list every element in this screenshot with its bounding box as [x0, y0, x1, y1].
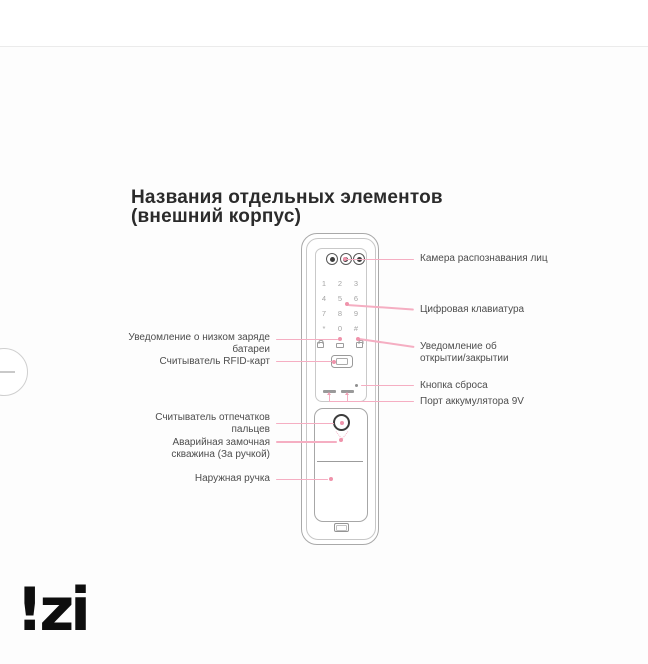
izi-logo: !zi	[16, 575, 87, 645]
lock-indicator-icon	[317, 342, 324, 348]
leader-dot-open-close	[356, 337, 360, 341]
reset-button	[355, 384, 358, 387]
keypad-key: *	[322, 324, 326, 333]
keypad-key: 1	[321, 279, 327, 288]
leader-dot-emergency-keyhole	[339, 438, 343, 442]
leader-dot-rfid	[332, 360, 336, 364]
low-battery-indicator-icon	[336, 343, 344, 348]
leader-line-low-battery	[276, 339, 338, 341]
leader-dot-low-battery	[338, 337, 342, 341]
keypad-key: 8	[337, 309, 343, 318]
label-rfid: Считыватель RFID-карт	[159, 356, 270, 367]
label-emergency-keyhole: Аварийная замочная скважина (За ручкой)	[171, 437, 270, 460]
keypad-key: 5	[337, 294, 343, 303]
keypad-key: #	[353, 324, 359, 333]
leader-line-camera	[345, 259, 414, 261]
keypad-key: 2	[337, 279, 343, 288]
leader-line-battery-port	[329, 401, 414, 403]
leader-line-fingerprint	[276, 423, 334, 425]
leader-line-handle	[276, 479, 328, 481]
leader-dot-camera	[343, 257, 347, 261]
open-close-indicator-icon	[356, 342, 363, 348]
leader-dot-keypad	[345, 302, 349, 306]
label-open-close: Уведомление об открытии/закрытии	[420, 341, 509, 364]
left-arrow-icon	[0, 371, 15, 373]
keypad-key: 4	[321, 294, 327, 303]
top-divider	[0, 46, 648, 47]
leader-line-emergency-keyhole	[276, 441, 337, 443]
leader-line-rfid	[276, 361, 332, 363]
keyhole-cover	[334, 523, 349, 532]
label-fingerprint: Считыватель отпечатков пальцев	[155, 412, 270, 435]
keypad-key: 6	[353, 294, 359, 303]
keypad-key: 3	[353, 279, 359, 288]
label-camera: Камера распознавания лиц	[420, 253, 548, 264]
keypad-key: 0	[337, 324, 343, 333]
handle-divider-line	[317, 461, 363, 462]
card-icon	[336, 358, 348, 365]
battery-port-arrow-icon	[345, 392, 349, 395]
leader-line-reset	[361, 385, 414, 387]
label-low-battery: Уведомление о низком заряде батареи	[128, 332, 270, 355]
page-title	[131, 188, 443, 226]
label-keypad: Цифровая клавиатура	[420, 304, 525, 315]
keypad-key: 9	[353, 309, 359, 318]
camera-lens-icon	[326, 253, 338, 265]
label-battery-port: Порт аккумулятора 9V	[420, 396, 524, 407]
label-reset: Кнопка сброса	[420, 380, 488, 391]
battery-port-arrow-icon	[327, 392, 331, 395]
page-title-line2: (внешний корпус)	[131, 206, 302, 227]
page-title-line1: Названия отдельных элементов	[131, 187, 443, 208]
label-handle: Наружная ручка	[194, 473, 270, 484]
leader-dot-handle	[329, 477, 333, 481]
keypad-key: 7	[321, 309, 327, 318]
leader-dot-fingerprint	[340, 421, 344, 425]
